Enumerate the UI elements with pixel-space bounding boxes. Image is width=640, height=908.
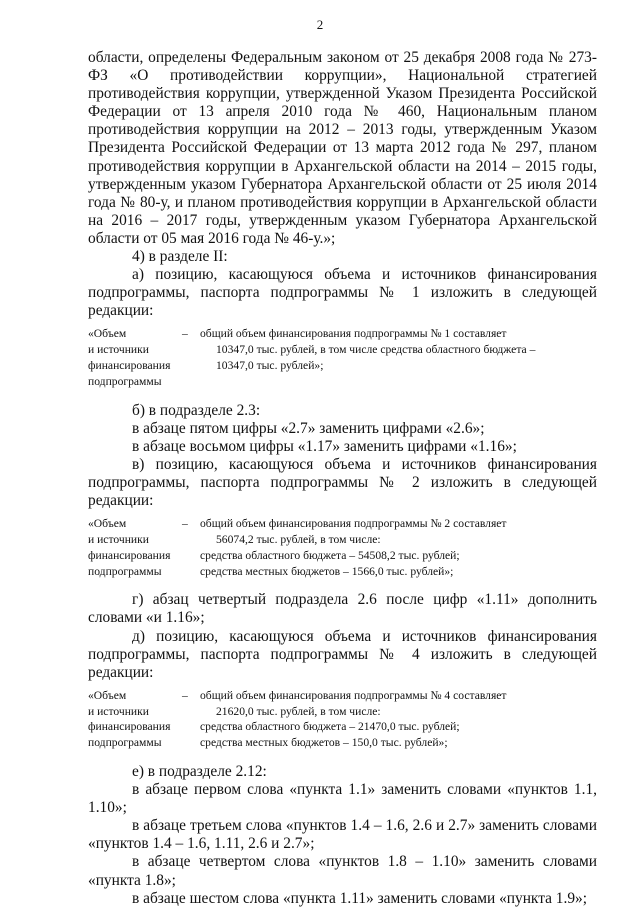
paragraph: е) в подразделе 2.12: [132, 763, 267, 780]
page-number: 2 [316, 17, 324, 32]
table-text: общий объем финансирования подпрограммы № 1 составляет 10347,0 тыс. рублей, в том числе средства областного бюджета – 10347,0 тыс. рублей»; [200, 327, 536, 372]
paragraph: в) позицию, касающуюся объема и источников финансирования подпрограммы, паспорта подпрограммы № 2 изложить в следующей редакции: [88, 455, 597, 510]
paragraph: в абзаце пятом цифры «2.7» заменить цифрами «2.6»; [132, 419, 485, 437]
funding-table-4 [88, 688, 597, 751]
funding-table-2 [88, 516, 597, 579]
paragraph: в абзаце четвертом слова «пунктов 1.8 – 1.10» заменить словами «пункта 1.8»; [88, 853, 597, 889]
paragraph: а) позицию, касающуюся объема и источников финансирования подпрограммы, паспорта подпрограммы № 1 изложить в следующей редакции: [88, 266, 597, 320]
paragraph: г) абзац четвертый подраздела 2.6 после цифр «1.11» дополнить словами «и 1.16»; [88, 591, 597, 627]
paragraph: 4) в разделе II: [132, 248, 228, 266]
paragraph: д) позицию, касающуюся объема и источников финансирования подпрограммы, паспорта подпрограммы № 4 изложить в следующей редакции: [88, 627, 597, 681]
paragraph: в абзаце третьем слова «пунктов 1.4 – 1.6, 2.6 и 2.7» заменить словами «пунктов 1.4 – 1.6, 1.11, 2.6 и 2.7»; [88, 817, 597, 853]
table-text: общий объем финансирования подпрограммы № 2 составляет 56074,2 тыс. рублей, в том числе: средства областного бюджета – 54508,2 тыс. рублей; средства местных бюджетов – 1566,0 тыс. рублей»; [200, 517, 507, 578]
paragraph: в абзаце шестом слова «пункта 1.11» заменить словами «пункта 1.9»; [132, 889, 588, 907]
paragraph: в абзаце восьмом цифры «1.17» заменить цифрами «1.16»; [132, 437, 517, 455]
table-dash: – [182, 517, 188, 531]
table-dash: – [182, 688, 188, 702]
table-dash: – [182, 327, 188, 341]
document-body [88, 49, 597, 908]
paragraph: б) в подразделе 2.3: [132, 401, 261, 419]
table-label: «Объем и источники финансирования подпрограммы [88, 517, 171, 578]
funding-table-1 [88, 326, 597, 389]
table-label: «Объем и источники финансирования подпрограммы [88, 327, 171, 388]
table-text: общий объем финансирования подпрограммы № 4 составляет 21620,0 тыс. рублей, в том числе: средства областного бюджета – 21470,0 тыс. рублей; средства местных бюджетов – 150,0 тыс. рублей»; [200, 688, 507, 750]
paragraph: области, определены Федеральным законом от 25 декабря 2008 года № 273-ФЗ «О противодействии коррупции», Национальной стратегией противодействия коррупции, утвержденной Указом Президента Российской Федерации от 13 апреля 2010 года № 460, Национальным планом противодействия коррупции на 2012 – 2013 годы, утвержденным Указом Президента Российской Федерации от 13 марта 2012 года № 297, планом противодействия коррупции в Архангельской области на 2014 – 2015 годы, утвержденным указом Губернатора Архангельской области от 25 июля 2014 года № 80-у, и планом противодействия коррупции в Архангельской области на 2016 – 2017 годы, утвержденным указом Губернатора Архангельской области от 05 мая 2016 года № 46-у.»; [88, 49, 597, 247]
paragraph: в абзаце первом слова «пункта 1.1» заменить словами «пунктов 1.1, 1.10»; [88, 781, 597, 817]
table-label: «Объем и источники финансирования подпрограммы [88, 688, 171, 750]
